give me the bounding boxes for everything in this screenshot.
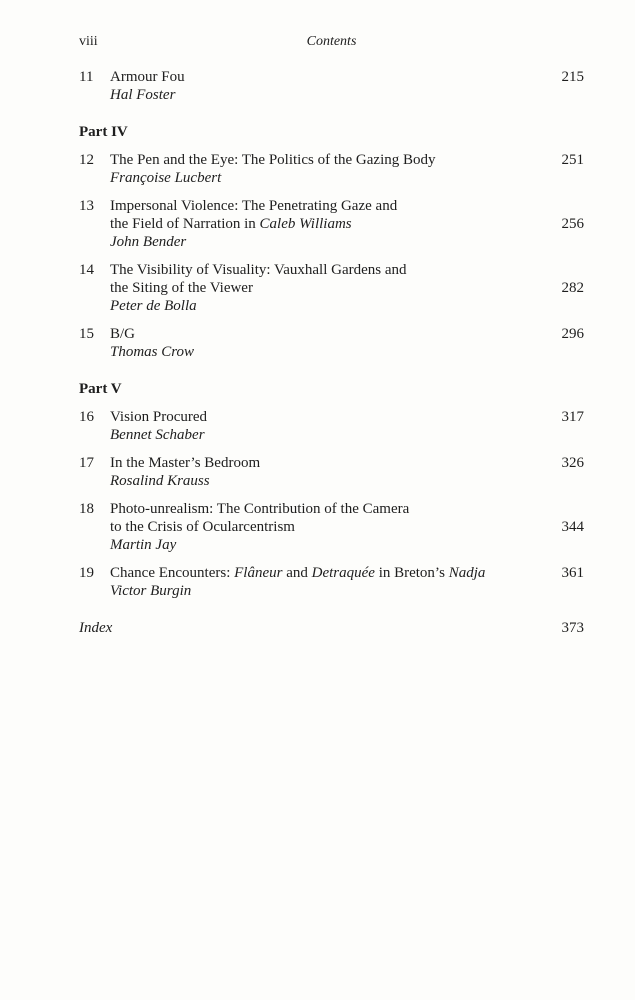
chapter-author: Thomas Crow bbox=[110, 344, 195, 360]
page-number: 361 bbox=[561, 565, 584, 581]
page-number: 251 bbox=[561, 152, 584, 168]
page-number: 344 bbox=[561, 519, 584, 535]
running-head bbox=[79, 34, 584, 54]
chapter-author: Hal Foster bbox=[110, 87, 176, 103]
chapter-number: 12 bbox=[79, 152, 94, 168]
toc-entry-15[interactable] bbox=[79, 325, 584, 361]
toc-entry-index[interactable] bbox=[79, 619, 584, 637]
toc-entry-14[interactable] bbox=[79, 261, 584, 315]
chapter-author: Martin Jay bbox=[110, 537, 177, 553]
chapter-number: 17 bbox=[79, 455, 94, 471]
folio: viii bbox=[79, 34, 98, 49]
chapter-number: 11 bbox=[79, 69, 94, 85]
chapter-number: 15 bbox=[79, 326, 94, 342]
toc-entry-19[interactable] bbox=[79, 564, 584, 600]
chapter-author: Peter de Bolla bbox=[110, 298, 197, 314]
table-of-contents bbox=[79, 68, 584, 637]
title-text: and bbox=[282, 565, 312, 581]
page-number: 256 bbox=[561, 216, 584, 232]
page-number: 296 bbox=[561, 326, 584, 342]
title-italic-text: Nadja bbox=[448, 565, 486, 581]
page-number: 282 bbox=[561, 280, 584, 296]
chapter-title: In the Master’s Bedroom bbox=[110, 455, 261, 471]
title-italic-text: Caleb Williams bbox=[259, 216, 352, 232]
chapter-number: 18 bbox=[79, 501, 94, 517]
chapter-title-line: The Visibility of Visuality: Vauxhall Gardens and bbox=[110, 262, 407, 278]
chapter-title bbox=[110, 564, 524, 582]
page-number: 215 bbox=[561, 69, 584, 85]
chapter-title-line: Impersonal Violence: The Penetrating Gaze and bbox=[110, 198, 398, 214]
chapter-title-line bbox=[110, 215, 524, 233]
toc-entry-17[interactable] bbox=[79, 454, 584, 490]
toc-entry-18[interactable] bbox=[79, 500, 584, 554]
chapter-title: Armour Fou bbox=[110, 69, 185, 85]
title-text: in Breton’s bbox=[374, 565, 449, 581]
toc-entry-12[interactable] bbox=[79, 151, 584, 187]
title-text: the Field of Narration in bbox=[110, 216, 260, 232]
chapter-title: The Pen and the Eye: The Politics of the Gazing Body bbox=[110, 152, 436, 168]
index-label: Index bbox=[79, 620, 113, 636]
chapter-title: B/G bbox=[110, 326, 136, 342]
chapter-number: 13 bbox=[79, 198, 94, 214]
chapter-number: 19 bbox=[79, 565, 94, 581]
chapter-author: Françoise Lucbert bbox=[110, 170, 222, 186]
part-heading-iv: Part IV bbox=[79, 124, 128, 140]
running-title: Contents bbox=[306, 34, 357, 49]
chapter-author: Rosalind Krauss bbox=[110, 473, 210, 489]
page-number: 373 bbox=[561, 620, 584, 636]
title-italic-text: Flâneur bbox=[234, 565, 283, 581]
chapter-title: Vision Procured bbox=[110, 409, 208, 425]
chapter-title-line: the Siting of the Viewer bbox=[110, 280, 253, 296]
chapter-author: Victor Burgin bbox=[110, 583, 192, 599]
chapter-title-line: Photo-unrealism: The Contribution of the Camera bbox=[110, 501, 410, 517]
chapter-number: 16 bbox=[79, 409, 94, 425]
title-text: Chance Encounters: bbox=[110, 565, 235, 581]
chapter-author: John Bender bbox=[110, 234, 187, 250]
chapter-number: 14 bbox=[79, 262, 94, 278]
page-number: 317 bbox=[561, 409, 584, 425]
part-heading-v: Part V bbox=[79, 381, 122, 397]
toc-entry-11[interactable] bbox=[79, 68, 584, 104]
page-number: 326 bbox=[561, 455, 584, 471]
chapter-title-line: to the Crisis of Ocularcentrism bbox=[110, 519, 295, 535]
toc-entry-13[interactable] bbox=[79, 197, 584, 251]
title-italic-text: Detraquée bbox=[311, 565, 375, 581]
chapter-author: Bennet Schaber bbox=[110, 427, 205, 443]
toc-entry-16[interactable] bbox=[79, 408, 584, 444]
